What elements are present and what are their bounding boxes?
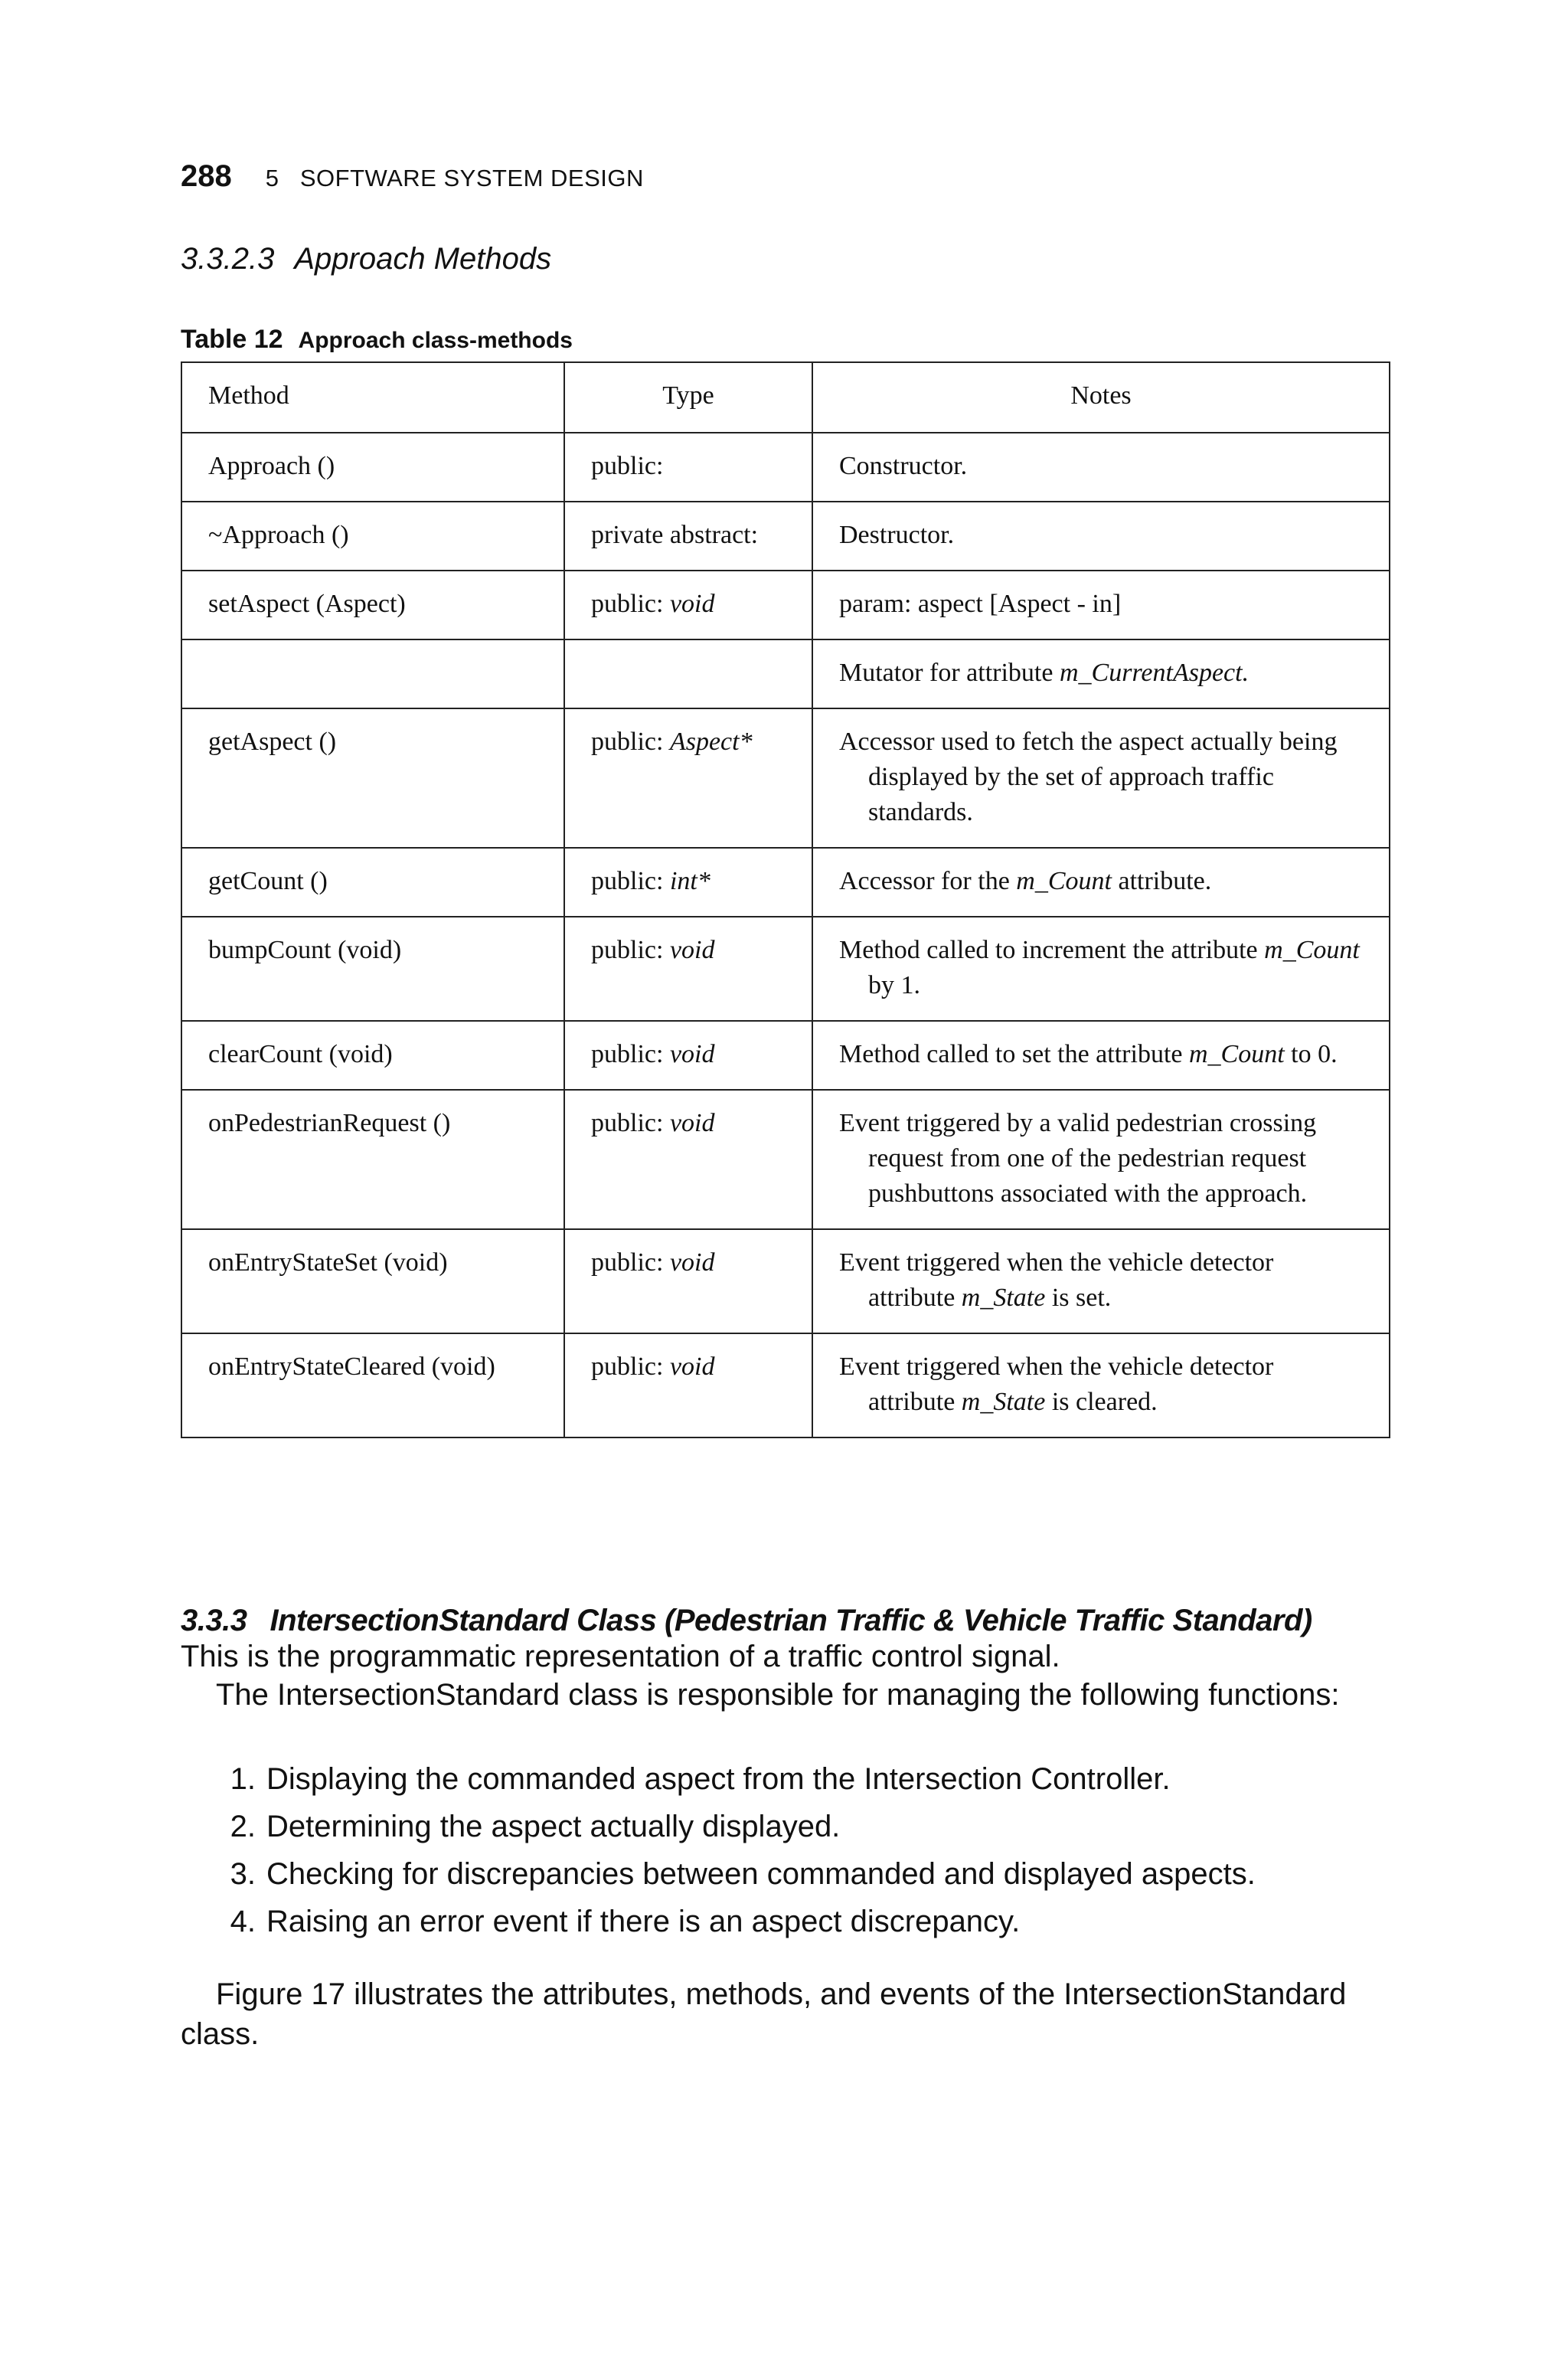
list-number: 2.: [230, 1810, 256, 1843]
cell-notes: [812, 708, 1390, 848]
notes-text: [839, 449, 1363, 484]
notes-fragment: param: aspect [Aspect - in]: [839, 590, 1122, 618]
notes-text: [839, 864, 1363, 899]
notes-fragment: Accessor used to fetch the aspect actually being displayed by the set of approach traffic standards.: [839, 728, 1338, 826]
methods-table: [181, 361, 1390, 1438]
cell-type: [564, 1333, 812, 1437]
type-prefix: public:: [591, 1352, 670, 1381]
cell-notes: [812, 1090, 1390, 1229]
notes-text: [839, 1245, 1363, 1316]
type-return: void: [669, 590, 715, 618]
paragraph-figure-ref: Figure 17 illustrates the attributes, methods, and events of the IntersectionStandard class.: [181, 1977, 1347, 2051]
table-row: [181, 639, 1390, 708]
header-notes: Notes: [812, 362, 1390, 433]
notes-text: [839, 1037, 1363, 1072]
notes-text: [839, 656, 1363, 691]
notes-fragment: Constructor.: [839, 452, 968, 480]
cell-notes: [812, 1229, 1390, 1333]
table-row: [181, 917, 1390, 1021]
attribute-name: m_Count: [1264, 936, 1360, 964]
type-prefix: public:: [591, 1109, 670, 1137]
cell-notes: [812, 848, 1390, 917]
cell-notes: [812, 433, 1390, 502]
cell-method: bumpCount (void): [181, 917, 564, 1021]
type-prefix: public:: [591, 728, 670, 756]
subsection-heading: [181, 242, 551, 276]
running-title: [266, 165, 644, 192]
type-prefix: public:: [591, 452, 664, 480]
cell-method: ~Approach (): [181, 502, 564, 571]
header-type: Type: [564, 362, 812, 433]
list-text: Displaying the commanded aspect from the Intersection Controller.: [266, 1762, 1171, 1796]
section-heading: [181, 1604, 1312, 1638]
list-number: 1.: [230, 1762, 256, 1796]
table-row: [181, 502, 1390, 571]
cell-method: getAspect (): [181, 708, 564, 848]
notes-fragment: is set.: [1045, 1284, 1112, 1312]
table-body: [181, 433, 1390, 1437]
cell-type: [564, 848, 812, 917]
attribute-name: m_State: [961, 1284, 1046, 1312]
cell-method: onEntryStateSet (void): [181, 1229, 564, 1333]
type-return: void: [669, 1248, 715, 1277]
notes-fragment: Method called to set the attribute: [839, 1040, 1189, 1068]
attribute-name: m_Count: [1016, 867, 1112, 895]
cell-type: [564, 502, 812, 571]
type-prefix: private abstract:: [591, 521, 759, 549]
type-prefix: public:: [591, 1248, 670, 1277]
table-row: [181, 571, 1390, 639]
notes-fragment: to 0.: [1284, 1040, 1338, 1068]
paragraph-responsibilities: The IntersectionStandard class is responsible for managing the following functions:: [216, 1678, 1340, 1712]
functions-list: [181, 1755, 1256, 1945]
table-row: [181, 1021, 1390, 1090]
type-prefix: public:: [591, 1040, 670, 1068]
cell-notes: [812, 1333, 1390, 1437]
type-return: void: [669, 1040, 715, 1068]
notes-text: [839, 1106, 1363, 1212]
table-row: [181, 1229, 1390, 1333]
cell-type: [564, 639, 812, 708]
list-text: Determining the aspect actually displayed.: [266, 1810, 841, 1843]
cell-type: [564, 433, 812, 502]
attribute-name: m_Count: [1188, 1040, 1285, 1068]
type-return: Aspect*: [669, 728, 753, 756]
list-item: [181, 1898, 1256, 1945]
type-prefix: public:: [591, 867, 670, 895]
table-row: [181, 1090, 1390, 1229]
header-method: Method: [181, 362, 564, 433]
subsection-title: Approach Methods: [294, 242, 552, 276]
type-return: void: [669, 936, 715, 964]
cell-method: [181, 639, 564, 708]
cell-notes: [812, 917, 1390, 1021]
subsection-number: 3.3.2.3: [181, 242, 275, 276]
type-return: void: [669, 1109, 715, 1137]
notes-fragment: by 1.: [868, 971, 920, 999]
cell-notes: [812, 639, 1390, 708]
section-title: IntersectionStandard Class (Pedestrian Traffic & Vehicle Traffic Standard): [270, 1604, 1312, 1637]
table-row: [181, 1333, 1390, 1437]
cell-notes: [812, 502, 1390, 571]
cell-method: clearCount (void): [181, 1021, 564, 1090]
cell-type: [564, 1229, 812, 1333]
type-return: void: [669, 1352, 715, 1381]
notes-fragment: Accessor for the: [839, 867, 1017, 895]
table-row: [181, 848, 1390, 917]
table-header-row: [181, 362, 1390, 433]
page-number: 288: [181, 159, 232, 193]
notes-text: [839, 518, 1363, 553]
cell-method: getCount (): [181, 848, 564, 917]
notes-fragment: attribute.: [1111, 867, 1212, 895]
attribute-name: m_State: [961, 1388, 1046, 1416]
list-item: [181, 1850, 1256, 1898]
type-prefix: public:: [591, 590, 670, 618]
notes-fragment: Event triggered by a valid pedestrian crossing request from one of the pedestrian request pushbuttons associated with the approach.: [839, 1109, 1317, 1208]
table-caption: [181, 325, 573, 355]
cell-method: onEntryStateCleared (void): [181, 1333, 564, 1437]
notes-fragment: Mutator for attribute: [839, 659, 1060, 687]
cell-notes: [812, 1021, 1390, 1090]
table-title: Approach class-methods: [298, 328, 573, 353]
cell-type: [564, 1021, 812, 1090]
type-return: int*: [669, 867, 710, 895]
notes-text: [839, 587, 1363, 622]
chapter-title: SOFTWARE SYSTEM DESIGN: [299, 165, 644, 191]
paragraph-intro: This is the programmatic representation of a traffic control signal.: [181, 1640, 1060, 1673]
section-number: 3.3.3: [181, 1604, 247, 1637]
cell-method: onPedestrianRequest (): [181, 1090, 564, 1229]
notes-fragment: Method called to increment the attribute: [839, 936, 1265, 964]
cell-type: [564, 571, 812, 639]
cell-type: [564, 708, 812, 848]
cell-method: Approach (): [181, 433, 564, 502]
list-number: 4.: [230, 1905, 256, 1938]
list-item: [181, 1803, 1256, 1850]
notes-fragment: Destructor.: [839, 521, 955, 549]
cell-notes: [812, 571, 1390, 639]
list-text: Checking for discrepancies between commanded and displayed aspects.: [266, 1857, 1256, 1891]
list-number: 3.: [230, 1857, 256, 1891]
type-prefix: public:: [591, 936, 670, 964]
list-item: [181, 1755, 1256, 1803]
chapter-number: 5: [265, 165, 279, 191]
cell-type: [564, 917, 812, 1021]
notes-text: [839, 724, 1363, 830]
table-row: [181, 708, 1390, 848]
notes-fragment: Event triggered when the vehicle detector attribute: [839, 1248, 1274, 1312]
running-head: [181, 159, 644, 202]
notes-text: [839, 1349, 1363, 1420]
cell-method: setAspect (Aspect): [181, 571, 564, 639]
notes-fragment: Event triggered when the vehicle detector attribute: [839, 1352, 1274, 1416]
attribute-name: m_CurrentAspect.: [1059, 659, 1250, 687]
notes-fragment: is cleared.: [1045, 1388, 1158, 1416]
table-label: Table 12: [181, 325, 283, 354]
notes-text: [839, 933, 1363, 1003]
cell-type: [564, 1090, 812, 1229]
list-text: Raising an error event if there is an aspect discrepancy.: [266, 1905, 1021, 1938]
table-row: [181, 433, 1390, 502]
